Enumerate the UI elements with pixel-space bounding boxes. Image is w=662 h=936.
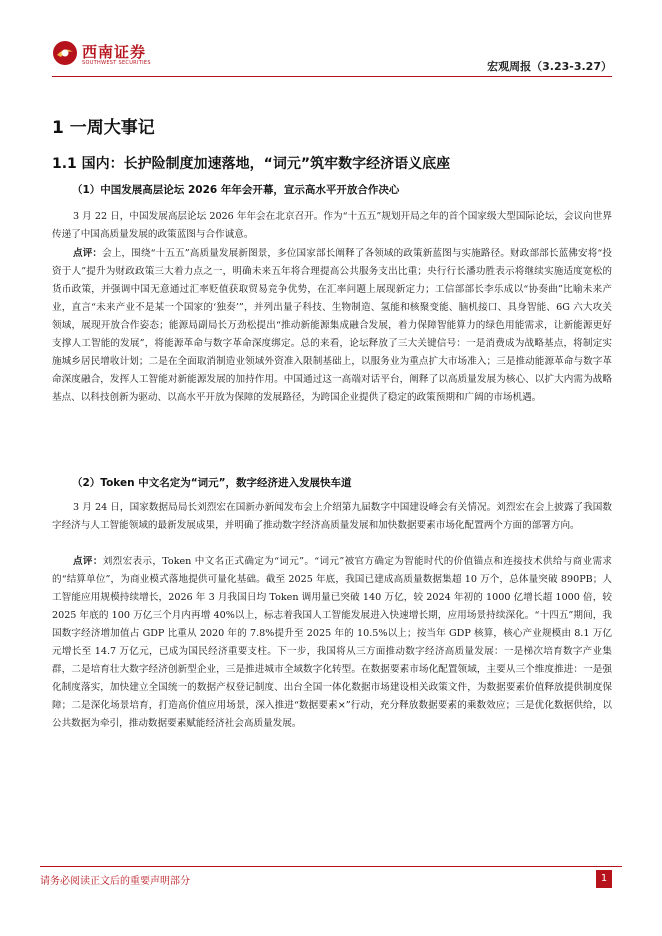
- page-number: 1: [596, 870, 612, 888]
- item1-comment-label: 点评：: [73, 248, 103, 259]
- item2-comment-label: 点评：: [73, 556, 103, 567]
- item2-comment: [52, 553, 612, 733]
- company-name-en: SOUTHWEST SECURITIES: [82, 60, 151, 66]
- disclaimer-note: 请务必阅读正文后的重要声明部分: [40, 876, 190, 887]
- item1-heading: （1）中国发展高层论坛 2026 年年会开幕，宣示高水平开放合作决心: [72, 184, 400, 196]
- subsection-title: 1.1 国内：长护险制度加速落地，“词元”筑牢数字经济语义底座: [52, 156, 451, 172]
- item1-paragraph: 3 月 22 日，中国发展高层论坛 2026 年年会在北京召开。作为“十五五”规划开局之年的首个国家级大型国际论坛，会议向世界传递了中国高质量发展的政策蓝图与合作诚意。: [52, 211, 612, 240]
- section-title: 1 一周大事记: [52, 118, 155, 138]
- footer-divider: [40, 866, 622, 867]
- item1-comment-text: 会上，围绕“十五五”高质量发展新图景，多位国家部长阐释了各领域的政策新蓝图与实施路径。财政部部长蓝佛安将“投资于人”提升为财政政策三大着力点之一，明确未来五年将合理提高公共服务支出比重；央行行长潘功胜表示将继续实施适度宽松的货币政策，并强调中国无意通过汇率贬值获取贸易竞争优势，在汇率问题上展现新定力；工信部部长李乐成以“协奏曲”比喻未来产业，直言“未来产业不是某一个国家的‘独奏’”，并列出量子科技、生物制造、氢能和核聚变能、脑机接口、具身智能、6G 六大攻关领域，展现开放合作姿态；能源局副局长万劲松提出“推动新能源集成融合发展，着力保障智能算力的绿色用能需求，让新能源更好支撑人工智能的发展”，将能源革命与数字革命深度绑定。总的来看，论坛释放了三大关键信号：一是消费成为战略基点，将制定实施城乡居民增收计划；二是在全面取消制造业领域外资准入限制基础上，以服务业为重点扩大市场准入；三是推动能源革命与数字革命深度融合，发挥人工智能对新能源发展的加持作用。中国通过这一高端对话平台，阐释了以高质量发展为核心、以扩大内需为战略基点、以科技创新为驱动、以高水平开放为保障的发展路径，为跨国企业提供了稳定的政策预期和广阔的市场机遇。: [52, 248, 613, 403]
- item1-comment: [52, 245, 612, 407]
- company-logo: [52, 36, 182, 72]
- header-divider: [52, 76, 612, 77]
- company-logo-icon: [52, 40, 78, 66]
- item2-heading: （2）Token 中文名定为“词元”，数字经济进入发展快车道: [72, 477, 352, 489]
- company-name-cn: 西南证券: [82, 43, 147, 61]
- item2-paragraph: 3 月 24 日，国家数据局局长刘烈宏在国新办新闻发布会上介绍第九届数字中国建设峰会有关情况。刘烈宏在会上披露了我国数字经济与人工智能领域的最新发展成果，并明确了推动数字经济高质量发展和加快数据要素市场化配置两个方面的部署方向。: [52, 502, 612, 531]
- report-type: 宏观周报（3.23-3.27）: [487, 60, 612, 73]
- page-header: [52, 36, 612, 74]
- item2-comment-text: 刘烈宏表示，Token 中文名正式确定为“词元”。“词元”被官方确定为智能时代的价值锚点和连接技术供给与商业需求的“结算单位”，为商业模式落地提供可量化基础。截至 2025 年底，我国已建成高质量数据集超 10 万个，总体量突破 890PB；人工智能应用规模持续增长，2026 年 3 月我国日均 Token 调用量已突破 140 万亿，较 2024 年初的 1000 亿增长超 1000 倍，较 2025 年底的 100 万亿三个月内再增 40%以上，标志着我国人工智能发展进入快速增长期，应用场景持续深化。“十四五”期间，我国数字经济增加值占 GDP 比重从 2020 年的 7.8%提升至 2025 年的 10.5%以上；按当年 GDP 核算，核心产业规模由 8.1 万亿元增长至 14.7 万亿元，已成为国民经济重要支柱。下一步，我国将从三方面推动数字经济高质量发展：一是梯次培育数字产业集群，二是培育壮大数字经济创新型企业，三是推进城市全域数字化转型。在数据要素市场化配置领域，主要从三个维度推进：一是强化制度落实，加快建立全国统一的数据产权登记制度、出台全国一体化数据市场建设相关政策文件，为数据要素价值释放提供制度保障；二是深化场景培育，打造高价值应用场景，深入推进“数据要素×”行动，充分释放数据要素的乘数效应；三是优化数据供给，以公共数据为牵引，推动数据要素赋能经济社会高质量发展。: [52, 556, 612, 729]
